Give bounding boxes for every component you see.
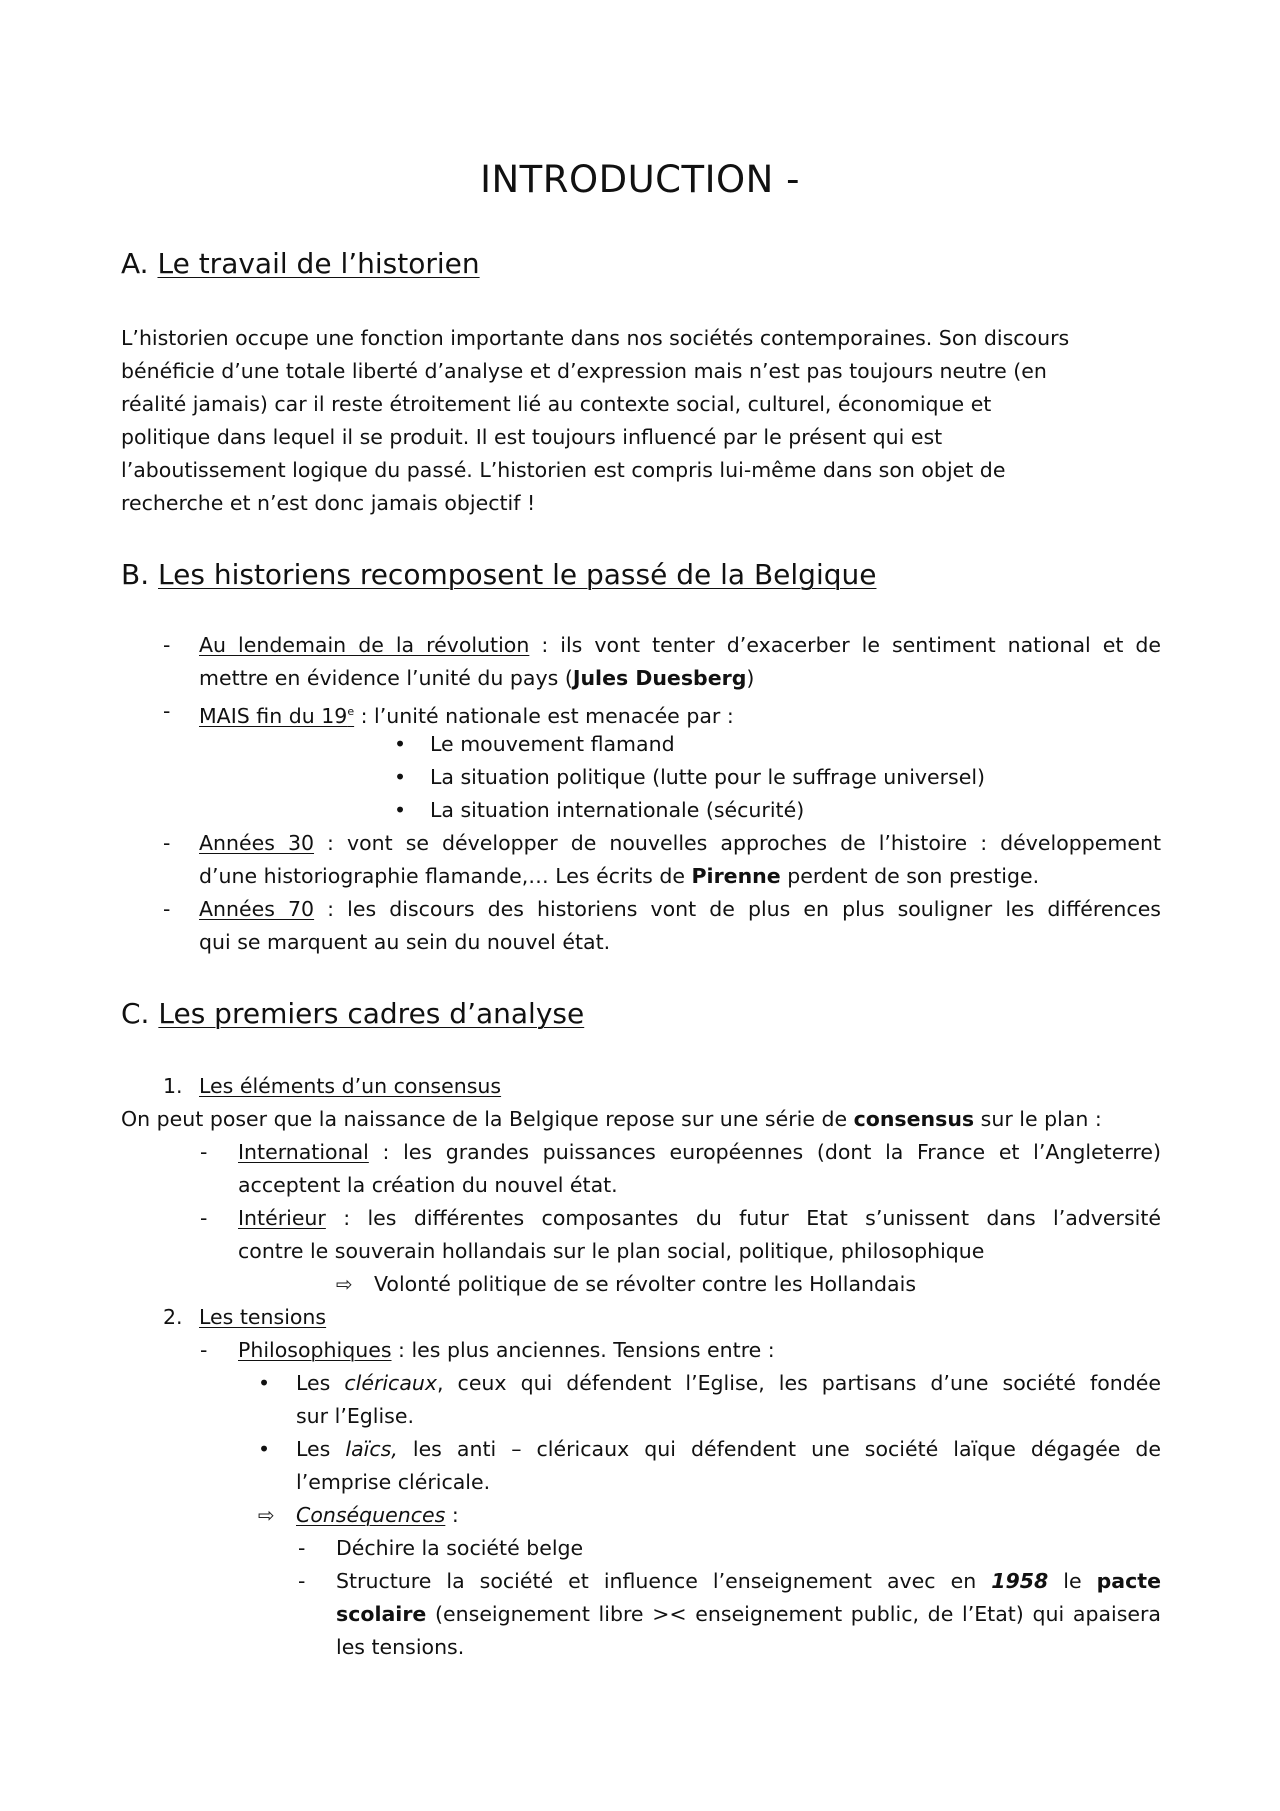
- bullet-marker: •: [258, 1371, 271, 1395]
- bullet-marker: •: [394, 765, 407, 789]
- section-b-item-3-line-1: Années 30 : vont se développer de nouvelles approches de l’histoire : développement: [199, 831, 1161, 855]
- section-a-heading: [121, 246, 480, 282]
- dash-marker: -: [200, 1338, 208, 1362]
- section-a-title: Le travail de l’historien: [157, 247, 480, 280]
- consequence-item-line-2: scolaire (enseignement libre >< enseignement public, de l’Etat) qui apaisera: [336, 1602, 1161, 1626]
- international-line-1: International : les grandes puissances européennes (dont la France et l’Angleterre): [238, 1140, 1161, 1164]
- section-a-line: L’historien occupe une fonction importante dans nos sociétés contemporaines. Son discours: [121, 326, 1070, 350]
- subsection-number: 1.: [163, 1074, 183, 1098]
- section-b-item-2: MAIS fin du 19e : l’unité nationale est menacée par :: [199, 703, 734, 728]
- bullet-marker: •: [394, 798, 407, 822]
- bullet-item: La situation politique (lutte pour le suffrage universel): [430, 765, 986, 789]
- consequences-label: Conséquences: [296, 1503, 446, 1527]
- dash-marker: -: [200, 1140, 208, 1164]
- arrow-right-icon: ⇨: [336, 1272, 353, 1296]
- bullet-marker: •: [258, 1437, 271, 1461]
- dash-marker: -: [163, 897, 171, 921]
- section-c-letter: C.: [121, 997, 150, 1030]
- bullet-marker: •: [394, 732, 407, 756]
- dash-marker: -: [298, 1569, 306, 1593]
- laics-term: laïcs,: [345, 1437, 398, 1461]
- philosophiques-line: Philosophiques : les plus anciennes. Tensions entre :: [238, 1338, 775, 1362]
- item-label: International: [238, 1140, 369, 1164]
- clericaux-line-1: Les cléricaux, ceux qui défendent l’Eglise, les partisans d’une société fondée: [296, 1371, 1161, 1395]
- historian-name: Pirenne: [691, 864, 781, 888]
- section-b-heading: [121, 557, 876, 593]
- clericaux-term: cléricaux: [344, 1371, 438, 1395]
- bullet-item: Le mouvement flamand: [430, 732, 675, 756]
- dash-marker: -: [200, 1206, 208, 1230]
- clericaux-line-2: sur l’Eglise.: [296, 1404, 414, 1428]
- international-line-2: acceptent la création du nouvel état.: [238, 1173, 618, 1197]
- consensus-term: consensus: [853, 1107, 975, 1131]
- arrow-conclusion: Volonté politique de se révolter contre les Hollandais: [374, 1272, 916, 1296]
- dash-marker: -: [163, 831, 171, 855]
- section-a-line: bénéficie d’une totale liberté d’analyse et d’expression mais n’est pas toujours neutre (en: [121, 359, 1047, 383]
- subsection-number: 2.: [163, 1305, 183, 1329]
- section-a-line: réalité jamais) car il reste étroitement lié au contexte social, culturel, économique et: [121, 392, 992, 416]
- item-label: MAIS fin du 19e: [199, 703, 355, 728]
- consequence-item-line-3: les tensions.: [336, 1635, 465, 1659]
- dash-marker: -: [163, 699, 171, 723]
- section-b-letter: B.: [121, 558, 150, 591]
- subsection-2-title: Les tensions: [199, 1305, 327, 1329]
- dash-marker: -: [298, 1536, 306, 1560]
- dash-marker: -: [163, 633, 171, 657]
- interieur-line-2: contre le souverain hollandais sur le plan social, politique, philosophique: [238, 1239, 985, 1263]
- item-label: Intérieur: [238, 1206, 326, 1230]
- pacte-term: pacte: [1096, 1569, 1161, 1593]
- section-b-item-4-line-2: qui se marquent au sein du nouvel état.: [199, 930, 611, 954]
- section-b-item-3-line-2: d’une historiographie flamande,… Les écrits de Pirenne perdent de son prestige.: [199, 864, 1040, 888]
- section-b-title: Les historiens recomposent le passé de la Belgique: [158, 558, 877, 591]
- item-label: Années 70: [199, 897, 315, 921]
- section-b-item-1-line-1: Au lendemain de la révolution : ils vont tenter d’exacerber le sentiment national et de: [199, 633, 1161, 657]
- laics-line-2: l’emprise cléricale.: [296, 1470, 491, 1494]
- section-c-title: Les premiers cadres d’analyse: [158, 997, 585, 1030]
- section-a-line: recherche et n’est donc jamais objectif !: [121, 491, 536, 515]
- section-a-line: politique dans lequel il se produit. Il est toujours influencé par le présent qui est: [121, 425, 943, 449]
- section-a-letter: A.: [121, 247, 149, 280]
- consequences-heading: Conséquences :: [296, 1503, 459, 1527]
- section-a-line: l’aboutissement logique du passé. L’historien est compris lui-même dans son objet de: [121, 458, 1006, 482]
- scolaire-term: scolaire: [336, 1602, 427, 1626]
- consequence-item: Déchire la société belge: [336, 1536, 584, 1560]
- consensus-intro: On peut poser que la naissance de la Belgique repose sur une série de consensus sur le plan :: [121, 1107, 1102, 1131]
- interieur-line-1: Intérieur : les différentes composantes du futur Etat s’unissent dans l’adversité: [238, 1206, 1161, 1230]
- subsection-1-title: Les éléments d’un consensus: [199, 1074, 502, 1098]
- section-c-heading: [121, 996, 584, 1032]
- item-label: Philosophiques: [238, 1338, 392, 1362]
- page-title: INTRODUCTION -: [480, 158, 800, 201]
- year-1958: 1958: [991, 1569, 1049, 1593]
- laics-line-1: Les laïcs, les anti – cléricaux qui défendent une société laïque dégagée de: [296, 1437, 1161, 1461]
- item-label: Au lendemain de la révolution: [199, 633, 530, 657]
- section-b-item-1-line-2: mettre en évidence l’unité du pays (Jules Duesberg): [199, 666, 755, 690]
- historian-name: Jules Duesberg: [572, 666, 747, 690]
- section-b-item-4-line-1: Années 70 : les discours des historiens vont de plus en plus souligner les différences: [199, 897, 1161, 921]
- arrow-right-icon: ⇨: [258, 1503, 275, 1527]
- consequence-item-line-1: Structure la société et influence l’enseignement avec en 1958 le pacte: [336, 1569, 1161, 1593]
- bullet-item: La situation internationale (sécurité): [430, 798, 805, 822]
- item-label: Années 30: [199, 831, 315, 855]
